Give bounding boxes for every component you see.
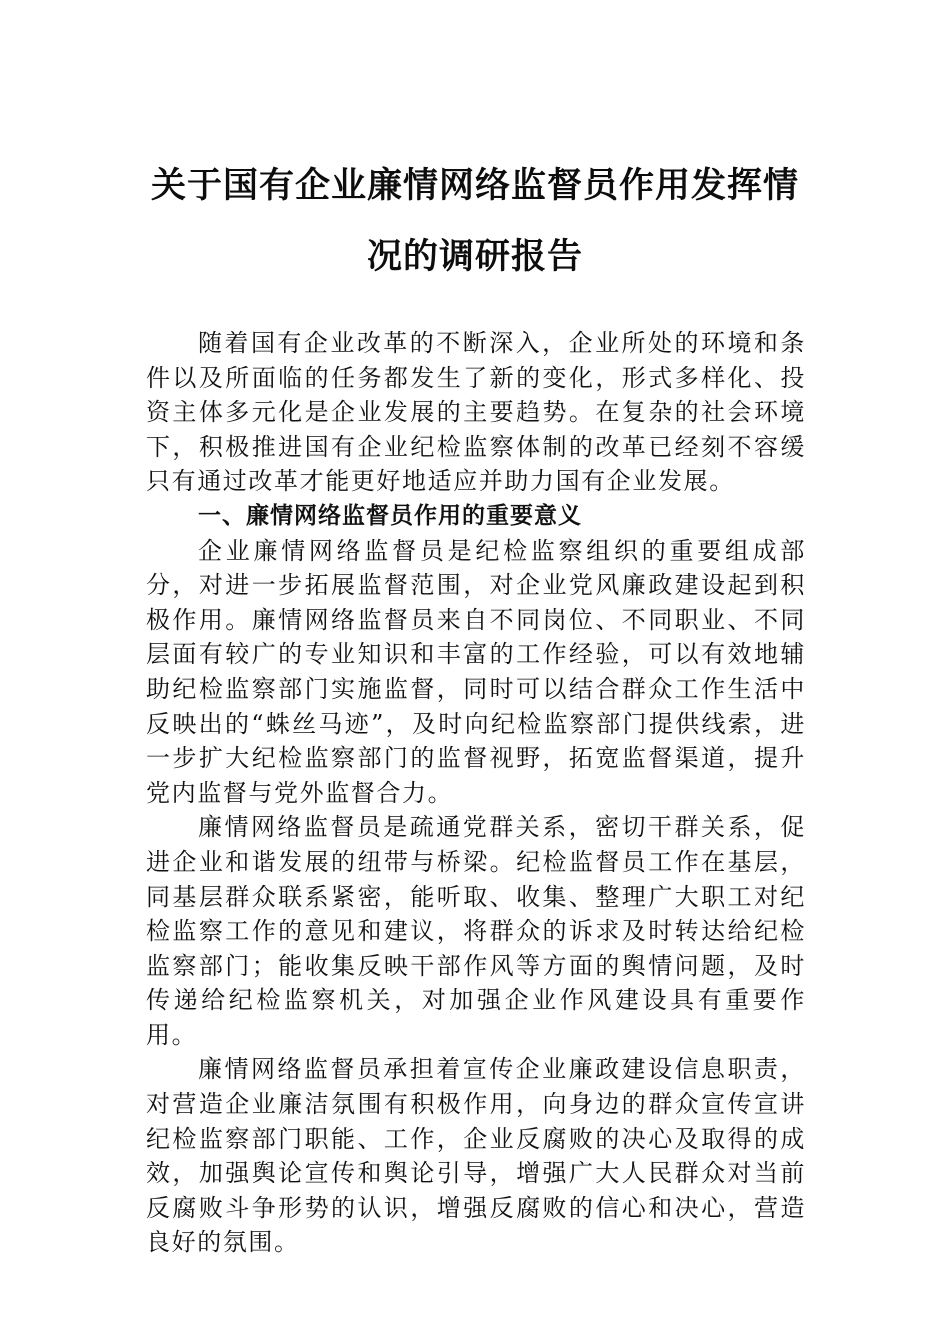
intro-paragraph: 随着国有企业改革的不断深入，企业所处的环境和条件以及所面临的任务都发生了新的变化，形式多样化、投资主体多元化是企业发展的主要趋势。在复杂的社会环境下，积极推进国有企业纪检监察体制的改革已经刻不容缓只有通过改革才能更好地适应并助力国有企业发展。 <box>146 329 806 496</box>
section-1-paragraph-3: 廉情网络监督员承担着宣传企业廉政建设信息职责，对营造企业廉洁氛围有积极作用，向身边的群众宣传宣讲纪检监察部门职能、工作，企业反腐败的决心及取得的成效，加强舆论宣传和舆论引导，增强广大人民群众对当前反腐败斗争形势的认识，增强反腐败的信心和决心，营造良好的氛围。 <box>146 1055 806 1257</box>
section-1-paragraph-1: 企业廉情网络监督员是纪检监察组织的重要组成部分，对进一步拓展监督范围，对企业党风廉政建设起到积极作用。廉情网络监督员来自不同岗位、不同职业、不同层面有较广的专业知识和丰富的工作经验，可以有效地辅助纪检监察部门实施监督，同时可以结合群众工作生活中反映出的“蛛丝马迹”，及时向纪检监察部门提供线索，进一步扩大纪检监察部门的监督视野，拓宽监督渠道，提升党内监督与党外监督合力。 <box>146 536 806 807</box>
section-1-heading: 一、廉情网络监督员作用的重要意义 <box>198 502 582 529</box>
document-title-line-1: 关于国有企业廉情网络监督员作用发挥情 <box>150 165 799 206</box>
document-body <box>146 326 806 1260</box>
document-title-line-2: 况的调研报告 <box>366 236 583 277</box>
section-1-paragraph-2: 廉情网络监督员是疏通党群关系，密切干群关系，促进企业和谐发展的纽带与桥梁。纪检监督员工作在基层，同基层群众联系紧密，能听取、收集、整理广大职工对纪检监察工作的意见和建议，将群众的诉求及时转达给纪检监察部门；能收集反映干部作风等方面的舆情问题，及时传递给纪检监察机关，对加强企业作风建设具有重要作用。 <box>146 813 806 1049</box>
